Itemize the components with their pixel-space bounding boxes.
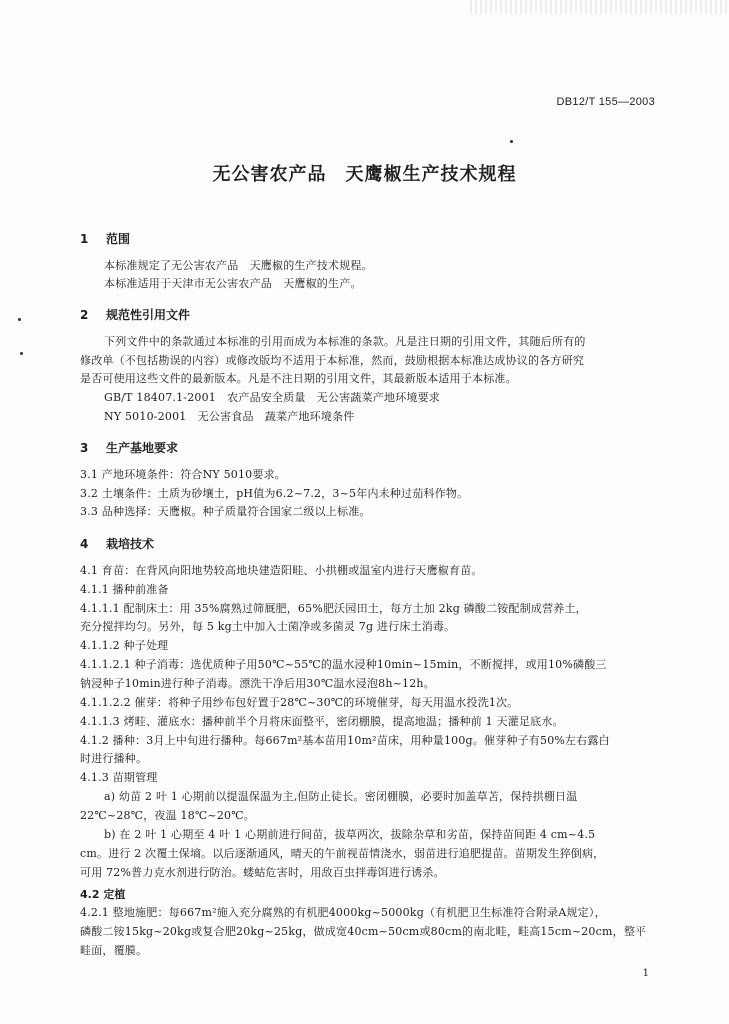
text-line: 4.2.1 整地施肥：每667m²施入充分腐熟的有机肥4000kg~5000kg（有机肥卫生标准符合附录A规定），	[80, 906, 606, 919]
section-2-heading	[80, 306, 190, 323]
text-line: 本标准规定了无公害农产品 天鹰椒的生产技术规程。	[104, 259, 373, 272]
text-line: 3.1 产地环境条件：符合NY 5010要求。	[80, 468, 286, 481]
text-line: 3.3 品种选择：天鹰椒。种子质量符合国家二级以上标准。	[80, 505, 371, 518]
text-line: 4.1.3 苗期管理	[80, 771, 158, 784]
text-line: 4.1.1.1 配制床土：用 35%腐熟过筛厩肥，65%肥沃园田土，每方土加 2kg 磷酸二铵配制成营养土，	[80, 602, 587, 615]
text-line: 4.1.2 播种：3月上中旬进行播种。每667m²基本苗用10m²苗床，用种量100g。催芽种子有50%左右露白	[80, 734, 610, 747]
text-line: cm。进行 2 次覆土保墒。以后逐渐通风，晴天的午前视苗情浇水，弱苗进行追肥提苗。苗期发生猝倒病，	[80, 847, 605, 860]
text-line: 4.1 育苗：在背风向阳地势较高地块建造阳畦、小拱棚或温室内进行天鹰椒育苗。	[80, 564, 483, 577]
section-title: 规范性引用文件	[106, 308, 191, 322]
text-line: 4.1.1.2 种子处理	[80, 639, 169, 652]
text-line: 3.2 土壤条件：土质为砂壤土，pH值为6.2~7.2，3~5年内未种过茄科作物。	[80, 487, 469, 500]
text-line: 磷酸二铵15kg~20kg或复合肥20kg~25kg，做成宽40cm~50cm或80cm的南北畦，畦高15cm~20cm，整平	[80, 925, 647, 938]
text-line: 4.1.1 播种前准备	[80, 583, 169, 596]
section-number: 2	[80, 308, 89, 322]
text-line: 时进行播种。	[80, 752, 148, 765]
section-title: 范围	[106, 232, 131, 246]
reference-line: NY 5010-2001 无公害食品 蔬菜产地环境条件	[104, 410, 355, 423]
section-number: 1	[80, 232, 89, 246]
text-line: 可用 72%普力克水剂进行防治。蝼蛄危害时，用敌百虫拌毒饵进行诱杀。	[80, 866, 445, 879]
text-line: b) 在 2 叶 1 心期至 4 叶 1 心期前进行间苗，拔草两次，拔除杂草和劣苗，保持苗间距 4 cm~4.5	[104, 828, 596, 841]
scan-speck	[510, 140, 513, 143]
section-number: 4	[80, 537, 89, 551]
document-title: 无公害农产品 天鹰椒生产技术规程	[212, 164, 517, 185]
text-line: 钠浸种子10min进行种子消毒。漂洗干净后用30℃温水浸泡8h~12h。	[80, 677, 435, 690]
subsection-heading: 4.2 定植	[80, 888, 126, 901]
text-line: 充分搅拌均匀。另外，每 5 kg土中加入士菌净或多菌灵 7g 进行床土消毒。	[80, 620, 456, 633]
text-line: a) 幼苗 2 叶 1 心期前以提温保温为主,但防止徒长。密闭棚膜，必要时加盖草苫，保持拱棚日温	[104, 790, 578, 803]
section-3-heading	[80, 439, 178, 456]
section-4-heading	[80, 535, 154, 552]
text-line: 下列文件中的条款通过本标准的引用而成为本标准的条款。凡是注日期的引用文件，其随后所有的	[104, 335, 586, 348]
text-line: 是否可使用这些文件的最新版本。凡是不注日期的引用文件，其最新版本适用于本标准。	[80, 372, 517, 385]
standard-code: DB12/T 155—2003	[556, 96, 655, 108]
section-number: 3	[80, 441, 89, 455]
text-line: 4.1.1.3 烤畦、灌底水：播种前半个月将床面整平，密闭棚膜，提高地温；播种前 1 天灌足底水。	[80, 715, 564, 728]
text-line: 畦面，覆膜。	[80, 944, 148, 957]
reference-line: GB/T 18407.1-2001 农产品安全质量 无公害蔬菜产地环境要求	[104, 391, 441, 404]
scan-speck	[18, 318, 21, 321]
scan-speck	[20, 352, 23, 355]
text-line: 4.1.1.2.1 种子消毒：选优质种子用50℃~55℃的温水浸种10min~15min，不断搅拌，或用10%磷酸三	[80, 658, 607, 671]
section-title: 栽培技术	[106, 537, 155, 551]
text-line: 本标准适用于天津市无公害农产品 天鹰椒的生产。	[104, 277, 362, 290]
text-line: 22℃~28℃，夜温 18℃~20℃。	[80, 809, 255, 822]
section-title: 生产基地要求	[106, 441, 179, 455]
text-line: 4.1.1.2.2 催芽：将种子用纱布包好置于28℃~30℃的环境催芽，每天用温水投洗1次。	[80, 696, 519, 709]
section-1-heading	[80, 230, 130, 247]
scan-artifact	[470, 0, 729, 14]
text-line: 修改单（不包括勘误的内容）或修改版均不适用于本标准，然而，鼓励根据本标准达成协议的各方研究	[80, 354, 584, 367]
page-number: 1	[642, 968, 649, 979]
